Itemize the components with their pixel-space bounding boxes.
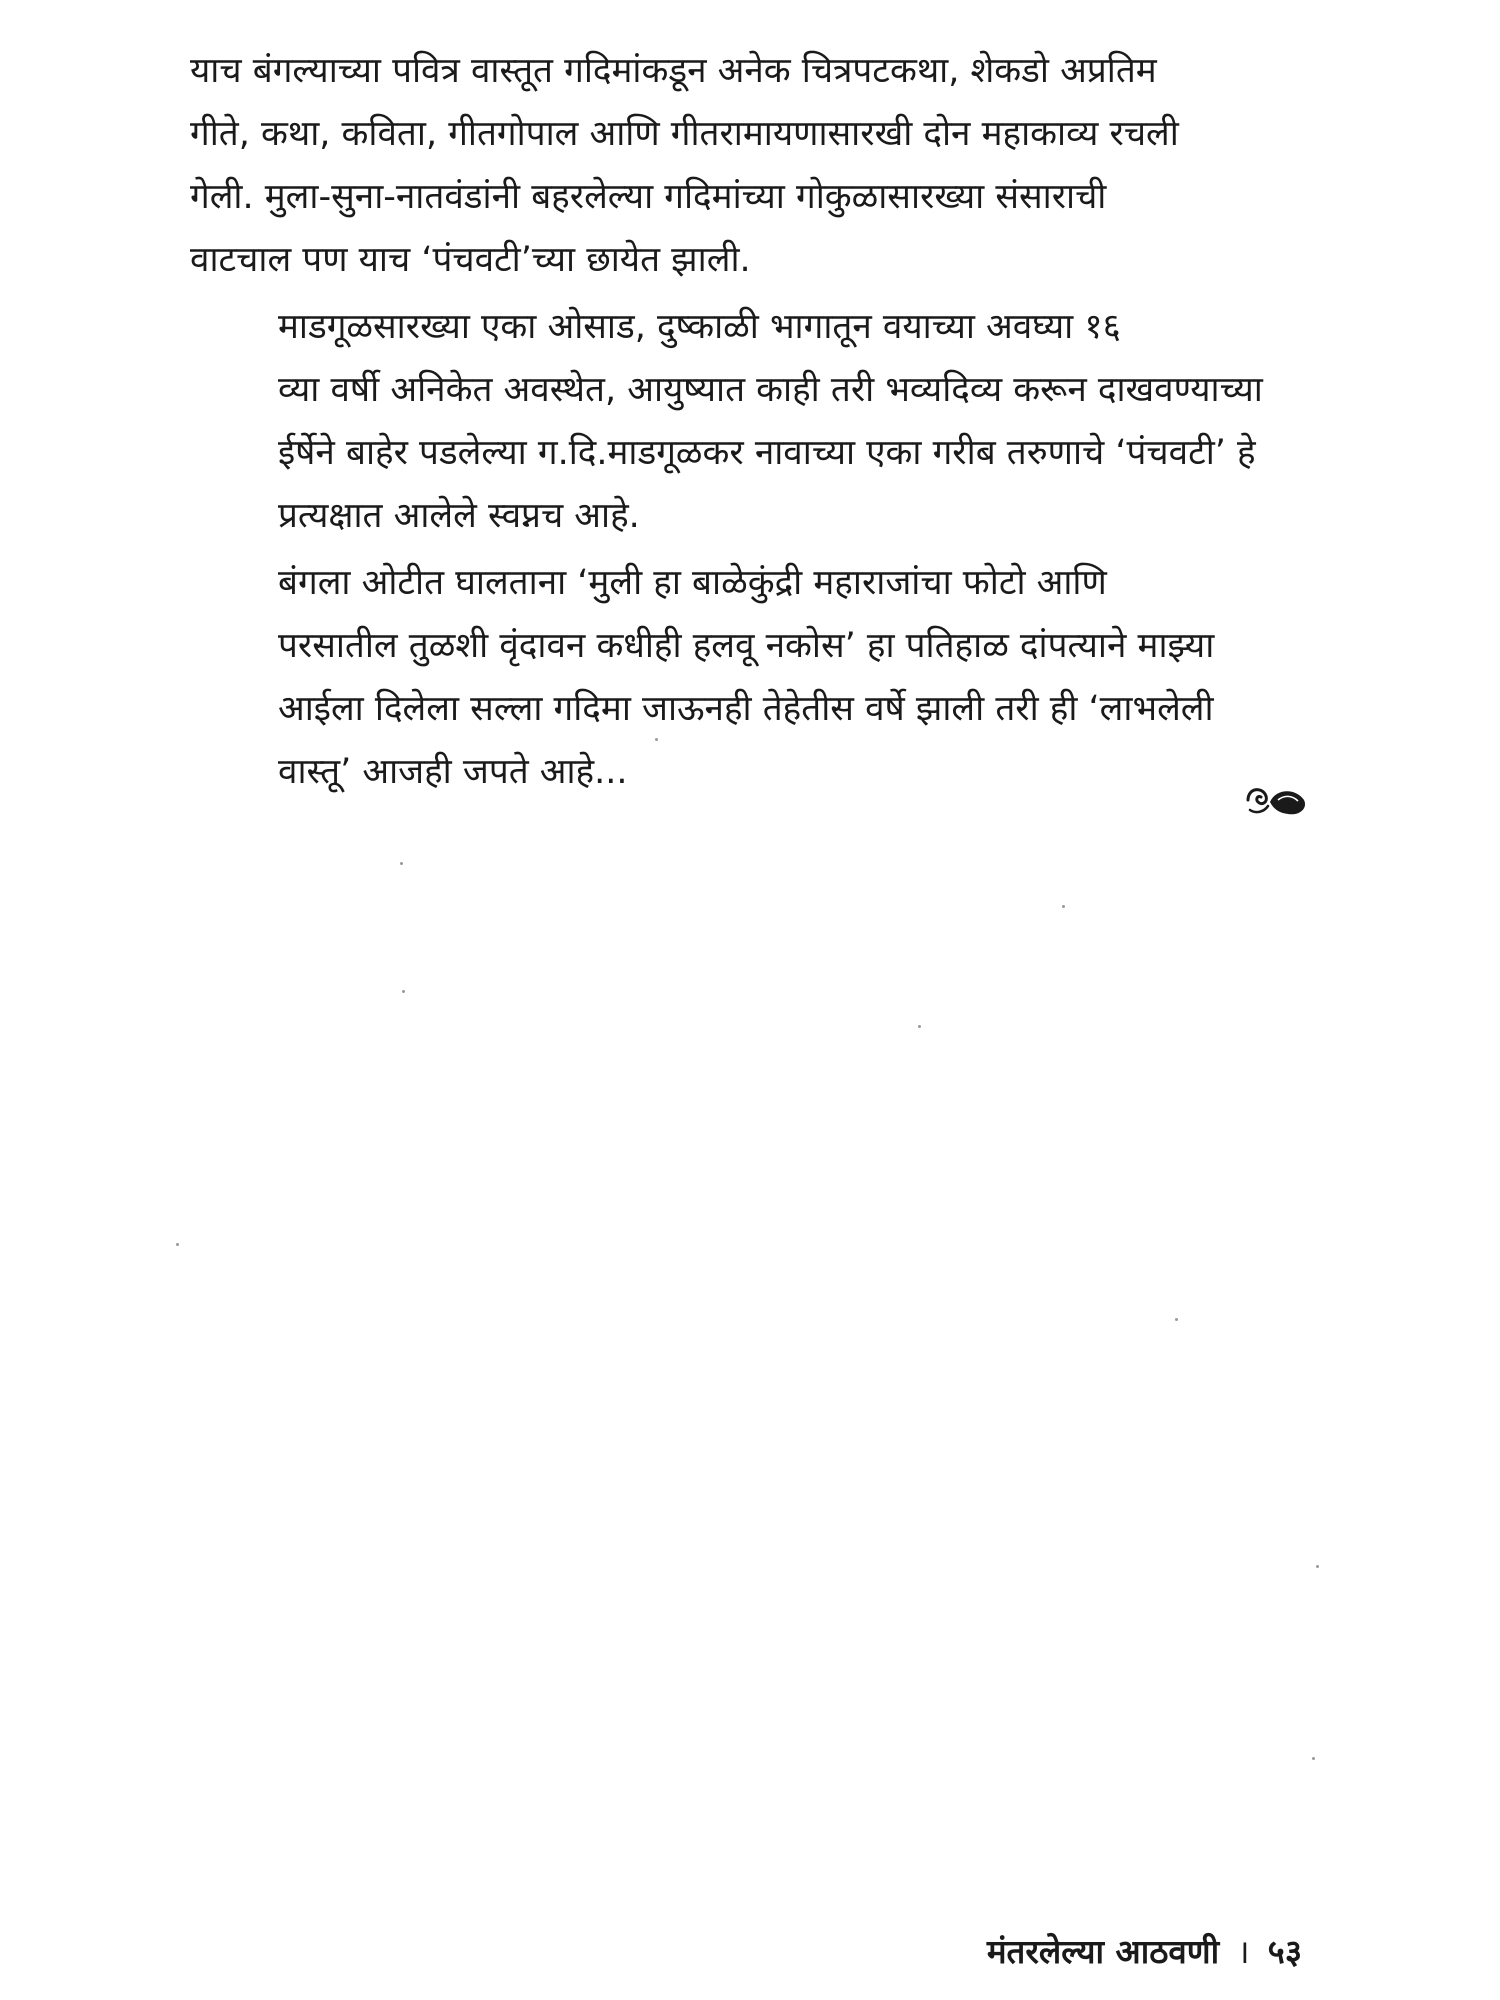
text-line: परसातील तुळशी वृंदावन कधीही हलवू नकोस’ हा पतिहाळ दांपत्याने माझ्या xyxy=(278,626,1215,666)
text-line: बंगला ओटीत घालताना ‘मुली हा बाळेकुंद्री महाराजांचा फोटो आणि xyxy=(278,563,1107,603)
paragraph-2 xyxy=(190,296,1315,548)
text-line: व्या वर्षी अनिकेत अवस्थेत, आयुष्यात काही तरी भव्यदिव्य करून दाखवण्याच्या xyxy=(278,370,1263,410)
text-line: गेली. मुला-सुना-नातवंडांनी बहरलेल्या गदिमांच्या गोकुळासारख्या संसाराची xyxy=(190,177,1107,217)
paragraph-1 xyxy=(190,40,1315,292)
floral-ornament-icon xyxy=(1242,780,1312,820)
text-line: गीते, कथा, कविता, गीतगोपाल आणि गीतरामायणासारखी दोन महाकाव्य रचली xyxy=(190,114,1179,154)
paragraph-3 xyxy=(190,552,1315,804)
text-line: याच बंगल्याच्या पवित्र वास्तूत गदिमांकडून अनेक चित्रपटकथा, शेकडो अप्रतिम xyxy=(190,51,1157,91)
footer-separator: । xyxy=(1237,1932,1250,1971)
text-line: वास्तू’ आजही जपते आहे... xyxy=(278,752,628,792)
text-line: आईला दिलेला सल्ला गदिमा जाऊनही तेहेतीस वर्षे झाली तरी ही ‘लाभलेली xyxy=(278,689,1214,729)
text-line: प्रत्यक्षात आलेले स्वप्नच आहे. xyxy=(278,496,640,536)
page-number: ५३ xyxy=(1267,1932,1302,1971)
text-line: ईर्षेने बाहेर पडलेल्या ग.दि.माडगूळकर नावाच्या एका गरीब तरुणाचे ‘पंचवटी’ हे xyxy=(278,433,1256,473)
running-title: मंतरलेल्या आठवणी xyxy=(986,1932,1220,1971)
page-footer xyxy=(987,1928,1302,1973)
text-line: वाटचाल पण याच ‘पंचवटी’च्या छायेत झाली. xyxy=(190,240,751,280)
text-line: माडगूळसारख्या एका ओसाड, दुष्काळी भागातून वयाच्या अवघ्या १६ xyxy=(278,307,1121,347)
body-text xyxy=(190,40,1315,804)
